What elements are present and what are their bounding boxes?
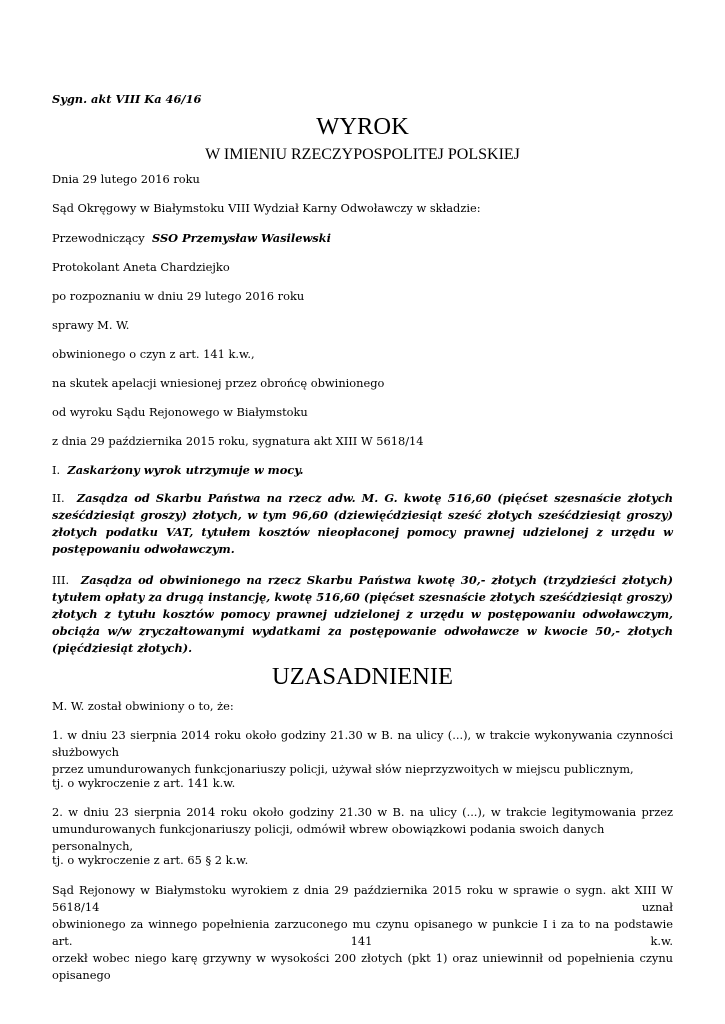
ruling-point-3-line: III. Zasądza od obwinionego na rzecz Skarbu Państwa kwotę 30,- złotych (trzydzieści złotych) xyxy=(52,573,673,587)
justification-intro: M. W. został obwiniony o to, że: xyxy=(52,699,234,713)
final-paragraph xyxy=(52,882,673,984)
final-paragraph-line: Sąd Rejonowy w Białymstoku wyrokiem z dnia 29 października 2015 roku w sprawie o sygn. akt XIII W 5618/14 uznał xyxy=(52,883,673,914)
ruling-point-2-number: II. xyxy=(52,491,65,505)
ruling-point-3-line: tytułem opłaty za drugą instancję, kwotę 516,60 (pięćset szesnaście złotych sześćdziesiąt groszy) xyxy=(52,590,673,604)
charge-1-line: 1. w dniu 23 sierpnia 2014 roku około godziny 21.30 w B. na ulicy (...), w trakcie wykonywania czynności służbowych xyxy=(52,728,673,759)
ruling-point-2-line: postępowaniu odwoławczym. xyxy=(52,542,235,556)
judgment-subtitle: W IMIENIU RZECZYPOSPOLITEJ POLSKIEJ xyxy=(205,146,520,163)
clerk-line: Protokolant Aneta Chardziejko xyxy=(52,260,230,274)
ruling-point-3-line: złotych z tytułu kosztów pomocy prawnej udzielonej z urzędu w postępowaniu odwoławczym, xyxy=(52,607,673,621)
chair-name: SSO Przemysław Wasilewski xyxy=(151,231,331,245)
date-line: Dnia 29 lutego 2016 roku xyxy=(52,172,200,186)
ruling-point-3-number: III. xyxy=(52,573,70,587)
ruling-point-3 xyxy=(52,572,673,657)
hearing-line: po rozpoznaniu w dniu 29 lutego 2016 roku xyxy=(52,289,305,303)
ruling-point-1-number: I. xyxy=(52,463,61,477)
ruling-point-2-line: sześćdziesiąt groszy) złotych, w tym 96,60 (dziewięćdziesiąt sześć złotych sześćdziesiąt groszy) xyxy=(52,508,673,522)
charge-1 xyxy=(52,727,673,778)
charge-2-law: tj. o wykroczenie z art. 65 § 2 k.w. xyxy=(52,853,249,867)
charge-1-line: przez umundurowanych funkcjonariuszy policji, używał słów nieprzyzwoitych w miejscu publicznym, xyxy=(52,762,634,776)
charge-2-line: 2. w dniu 23 sierpnia 2014 roku około godziny 21.30 w B. na ulicy (...), w trakcie legitymowania przez xyxy=(52,805,673,819)
chair-line xyxy=(52,230,331,247)
court-line: Sąd Okręgowy w Białymstoku VIII Wydział Karny Odwoławczy w składzie: xyxy=(52,201,481,215)
from-judgment-line: od wyroku Sądu Rejonowego w Białymstoku xyxy=(52,405,308,419)
ruling-point-1 xyxy=(52,462,304,479)
judgment-date-line: z dnia 29 października 2015 roku, sygnatura akt XIII W 5618/14 xyxy=(52,434,424,448)
judgment-title: WYROK xyxy=(316,113,409,140)
final-paragraph-line: obwinionego za winnego popełnienia zarzuconego mu czynu opisanego w punkcie I i za to na podstawie art. 141 k.w. xyxy=(52,917,673,948)
ruling-point-1-text: Zaskarżony wyrok utrzymuje w mocy. xyxy=(67,463,304,477)
charge-2-line: umundurowanych funkcjonariuszy policji, odmówił wbrew obowiązkowi podania swoich danych personalnych, xyxy=(52,822,605,853)
ruling-point-2-line: złotych podatku VAT, tytułem kosztów nieopłaconej pomocy prawnej udzielonej z urzędu w xyxy=(52,525,673,539)
chair-label: Przewodniczący xyxy=(52,231,145,245)
final-paragraph-line: orzekł wobec niego karę grzywny w wysokości 200 złotych (pkt 1) oraz uniewinnił od popełnienia czynu opisanego xyxy=(52,951,673,982)
charge-2 xyxy=(52,804,673,855)
ruling-point-2 xyxy=(52,490,673,558)
case-reference: Sygn. akt VIII Ka 46/16 xyxy=(52,92,202,106)
ruling-point-2-line: II. Zasądza od Skarbu Państwa na rzecz adw. M. G. kwotę 516,60 (pięćset szesnaście złotych xyxy=(52,491,673,505)
ruling-point-3-line: (pięćdziesiąt złotych). xyxy=(52,641,193,655)
charge-1-law: tj. o wykroczenie z art. 141 k.w. xyxy=(52,776,236,790)
charged-line: obwinionego o czyn z art. 141 k.w., xyxy=(52,347,255,361)
ruling-point-3-line: obciąża w/w zryczałtowanymi wydatkami za postępowanie odwoławcze w kwocie 50,- złotych xyxy=(52,624,673,638)
justification-title: UZASADNIENIE xyxy=(272,663,453,690)
case-of-line: sprawy M. W. xyxy=(52,318,130,332)
appeal-line: na skutek apelacji wniesionej przez obrońcę obwinionego xyxy=(52,376,385,390)
